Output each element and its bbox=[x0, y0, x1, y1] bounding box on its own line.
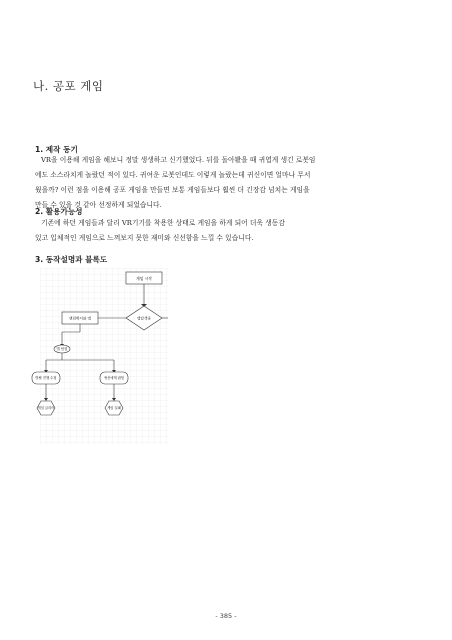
section-body-motivation bbox=[35, 153, 420, 213]
page-number: - 385 - bbox=[215, 612, 237, 620]
text-line: 만들 수 있을 것 같아 선정하게 되었습니다. bbox=[35, 201, 162, 209]
start-label: 게임 시작 bbox=[136, 276, 152, 281]
left-process-label: 랜덤확서와 맵 bbox=[69, 316, 91, 321]
text-line: 에도 소스라치게 놀랐던 적이 있다. 귀여운 로봇인데도 이렇게 놀랐는데 귀신이면 얼마나 무서 bbox=[35, 171, 311, 179]
branch-right-label: 귀신에게 잡힘 bbox=[103, 376, 125, 381]
flowchart-svg bbox=[35, 268, 168, 444]
text-line: VR을 이용해 게임을 해보니 정말 생생하고 신기했었다. 뒤를 돌아봤을 때 귀엽게 생긴 로봇임 bbox=[41, 156, 316, 164]
middle-label: 맵 탐험 bbox=[56, 347, 68, 352]
page-heading: 나. 공포 게임 bbox=[33, 79, 104, 93]
grid-background bbox=[37, 268, 168, 444]
section-title-applicability: 2. 활용가능성 bbox=[35, 207, 83, 216]
text-line: 기존에 하던 게임들과 달리 VR기기를 착용한 상태로 게임을 하게 되어 더욱 생동감 bbox=[41, 219, 285, 227]
end-left-label: 게임 클리어 bbox=[37, 406, 55, 411]
flowchart-figure bbox=[35, 268, 168, 444]
decision-label: 맵탐색중 bbox=[137, 316, 151, 321]
text-line: 웠을까? 이런 점을 이용해 공포 게임을 만들면 보통 게임들보다 훨씬 더 긴장감 넘치는 게임을 bbox=[35, 186, 310, 194]
branch-left-label: 방탈 진행 수집 bbox=[35, 376, 57, 381]
section-title-motivation: 1. 제작 동기 bbox=[35, 145, 78, 154]
section-title-block-diagram: 3. 동작설명과 블록도 bbox=[35, 255, 108, 264]
end-right-label: 게임 실패 bbox=[107, 406, 121, 411]
text-line: 있고 입체적인 게임으로 느껴보지 못한 재미와 신선함을 느낄 수 있습니다. bbox=[35, 234, 254, 242]
section-body-applicability bbox=[35, 216, 420, 246]
